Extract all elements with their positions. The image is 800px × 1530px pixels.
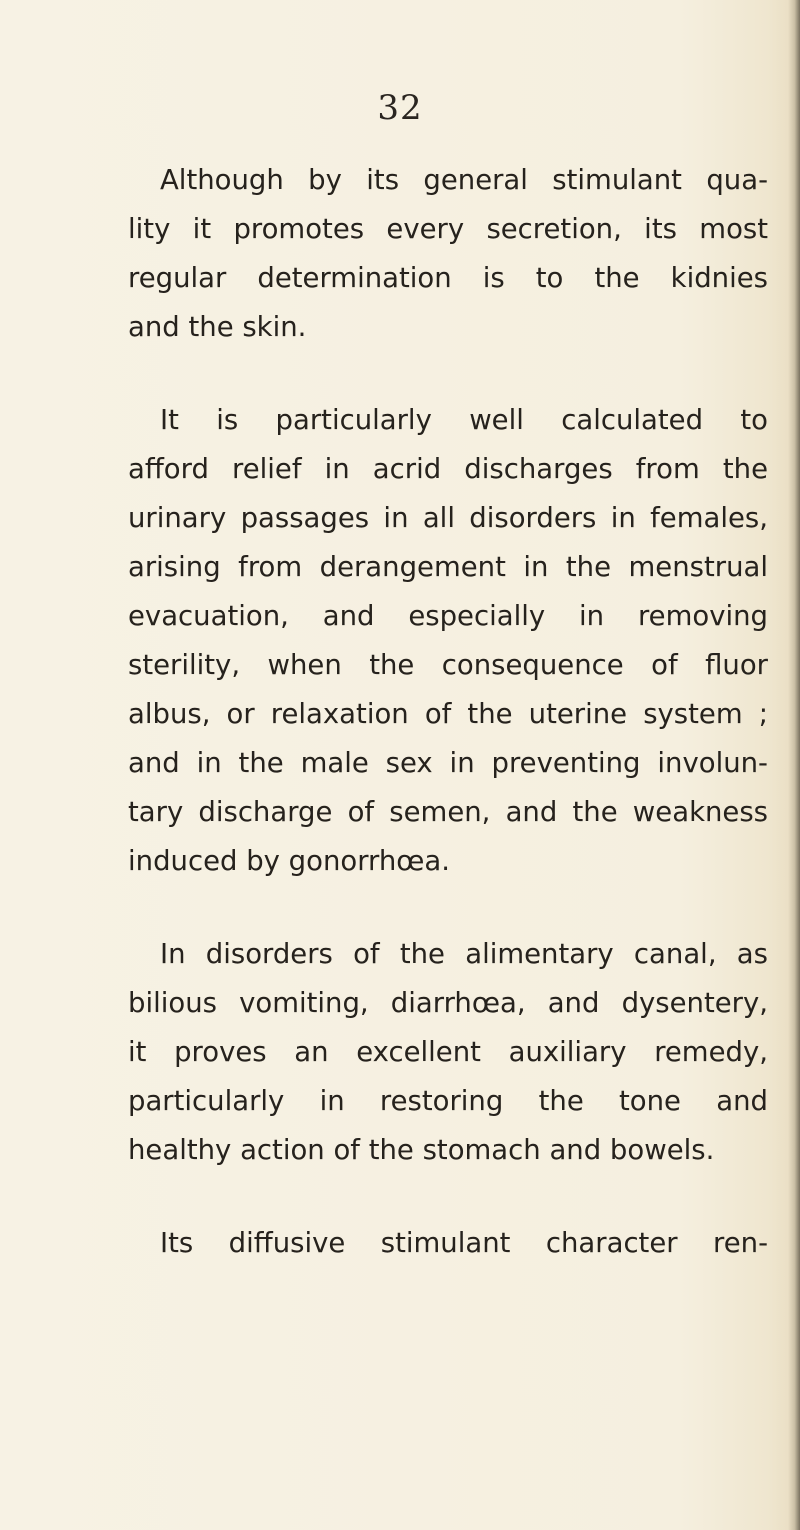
text-line: sterility, when the consequence of fluor xyxy=(128,649,768,681)
text-line: healthy action of the stomach and bowels. xyxy=(128,1134,715,1166)
text-line: particularly in restoring the tone and xyxy=(128,1085,768,1117)
text-line: and the skin. xyxy=(128,311,307,343)
text-line: bilious vomiting, diarrhœa, and dysentery, xyxy=(128,987,768,1019)
text-line: Although by its general stimulant qua- xyxy=(160,164,768,196)
text-line: it proves an excellent auxiliary remedy, xyxy=(128,1036,768,1068)
text-line: urinary passages in all disorders in females, xyxy=(128,502,768,534)
text-line: and in the male sex in preventing involun- xyxy=(128,747,768,779)
paragraph-3 xyxy=(128,930,768,1175)
body-text xyxy=(128,156,768,1312)
text-line: tary discharge of semen, and the weakness xyxy=(128,796,768,828)
page-edge-shadow xyxy=(788,0,800,1530)
paragraph-1 xyxy=(128,156,768,352)
paragraph-2 xyxy=(128,396,768,886)
text-line: albus, or relaxation of the uterine system ; xyxy=(128,698,768,730)
page-number: 32 xyxy=(377,88,423,128)
text-line: regular determination is to the kidnies xyxy=(128,262,768,294)
text-line: In disorders of the alimentary canal, as xyxy=(160,938,768,970)
text-line: afford relief in acrid discharges from the xyxy=(128,453,768,485)
text-line: It is particularly well calculated to xyxy=(160,404,768,436)
text-line: induced by gonorrhœa. xyxy=(128,845,450,877)
text-line: arising from derangement in the menstrual xyxy=(128,551,768,583)
text-line: evacuation, and especially in removing xyxy=(128,600,768,632)
paragraph-4 xyxy=(128,1219,768,1268)
text-line: Its diffusive stimulant character ren- xyxy=(160,1227,768,1259)
text-line: lity it promotes every secretion, its most xyxy=(128,213,768,245)
